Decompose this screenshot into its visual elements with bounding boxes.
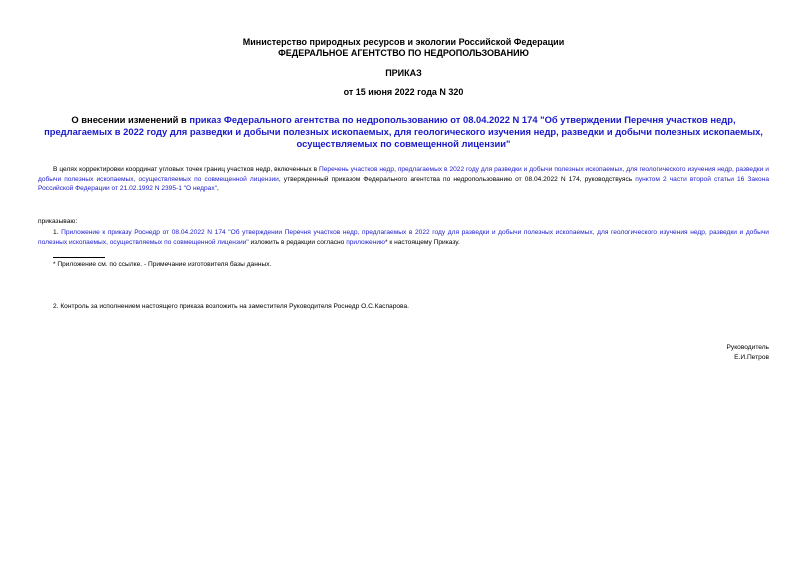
document-title [38, 114, 769, 150]
preamble-text-3: , [216, 185, 219, 193]
preamble-law-link[interactable]: пунктом 2 части второй статьи 16 Закона Российской Федерации от 21.02.1992 N 2395-1 "О недрах" [38, 175, 769, 193]
preamble-list-link[interactable]: Перечень участков недр, предлагаемых в 2022 году для разведки и добычи полезных ископаемых, для геологического изучения недр, разведки и добычи полезных ископаемых, осуществляемых по совмещенной лицензии [38, 166, 769, 183]
item-1-tail: * к настоящему Приказу. [384, 238, 460, 246]
footnote-divider [53, 257, 105, 258]
document-type: ПРИКАЗ [385, 68, 422, 78]
item-2-paragraph: 2. Контроль за исполнением настоящего приказа возложить на заместителя Руководителя Роснедр О.С.Каспарова. [53, 303, 409, 310]
order-word: приказываю: [38, 218, 78, 225]
footnote-text: * Приложение см. по ссылке. - Примечание изготовителя базы данных. [53, 261, 272, 268]
signature-name: Е.И.Петров [734, 354, 769, 361]
ministry-name: Министерство природных ресурсов и экологии Российской Федерации [242, 37, 565, 47]
title-prefix: О внесении изменений в [71, 114, 190, 125]
preamble-text-1: В целях корректировки координат угловых точек границ участков недр, включенных в [53, 166, 319, 173]
agency-name: ФЕДЕРАЛЬНОЕ АГЕНТСТВО ПО НЕДРОПОЛЬЗОВАНИЮ [278, 48, 529, 58]
item-1-number: 1. [53, 229, 62, 236]
item-1-text: изложить в редакции согласно [248, 238, 347, 246]
preamble-text-2: , утвержденный приказом Федерального агентства по недропользованию от 08.04.2022 N 174, руководствуясь [278, 175, 636, 183]
title-order-link[interactable]: приказ Федерального агентства по недропользованию от 08.04.2022 N 174 "Об утверждении Перечня участков недр, предлагаемых в 2022 году для разведки и добычи полезных ископаемых, для геологического изучения недр, разведки и добычи полезных ископаемых, осуществляемых по совмещенной лицензии" [44, 114, 763, 149]
item-1-paragraph [38, 228, 769, 247]
preamble-paragraph [38, 165, 769, 194]
item-1-appendix-ref-link[interactable]: приложению [346, 238, 385, 246]
item-1-appendix-link[interactable]: Приложение к приказу Роснедр от 08.04.2022 N 174 "Об утверждении Перечня участков недр, предлагаемых в 2022 году для разведки и добычи полезных ископаемых, для геологического изучения недр, разведки и добычи полезных ископаемых, осуществляемых по совмещенной лицензии" [38, 229, 769, 246]
signature-position: Руководитель [726, 344, 769, 351]
document-date-number: от 15 июня 2022 года N 320 [343, 87, 464, 97]
